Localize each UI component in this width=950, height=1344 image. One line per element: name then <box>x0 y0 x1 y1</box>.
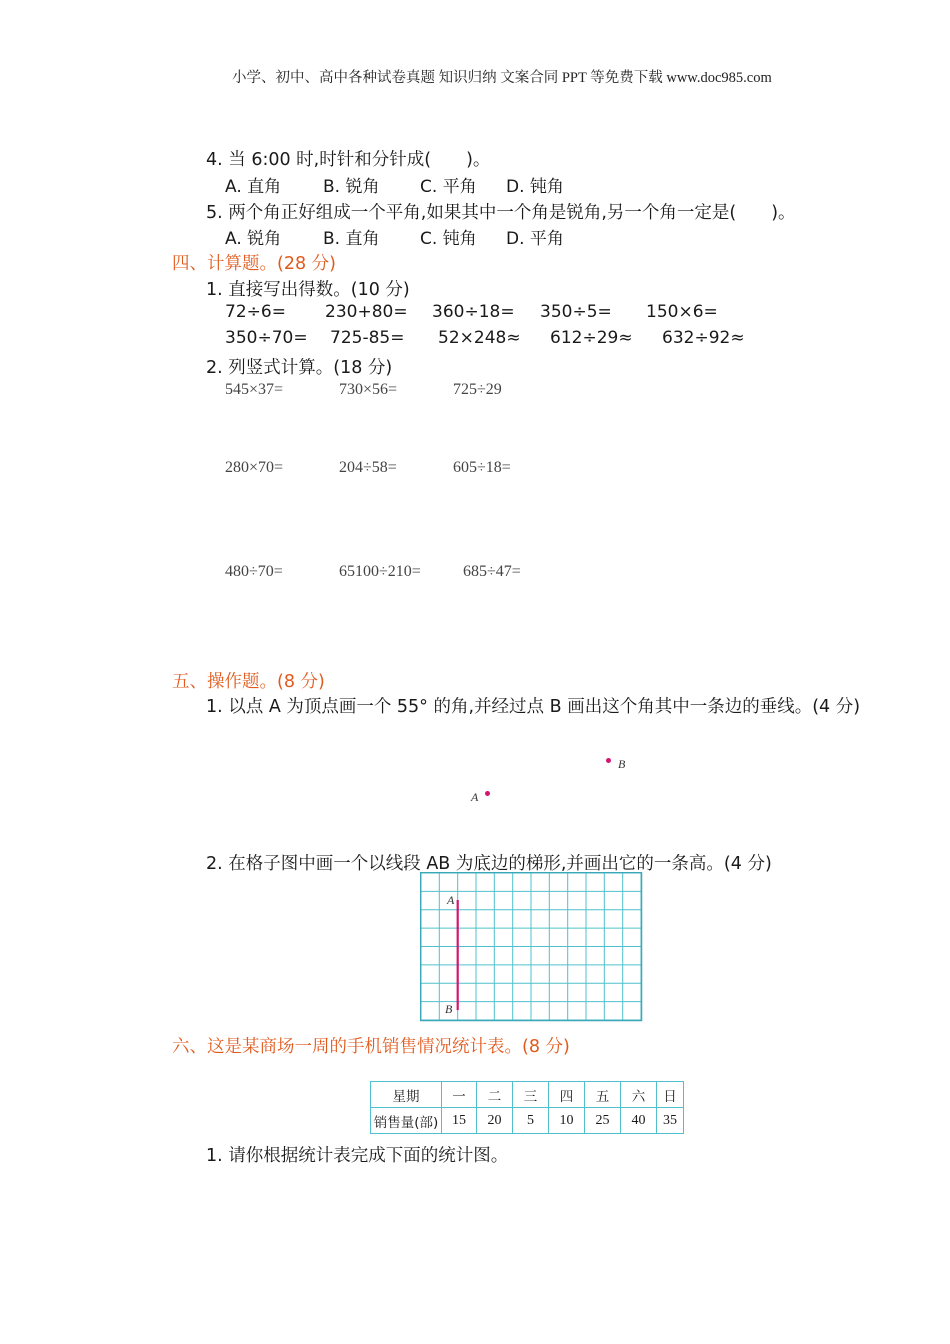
table-day-cell: 五 <box>585 1082 621 1108</box>
table-value-cell: 5 <box>513 1108 549 1134</box>
table-day-cell: 一 <box>442 1082 477 1108</box>
mental-calc-item: 72÷6= <box>225 302 286 322</box>
vertical-calc-item: 725÷29 <box>453 381 502 398</box>
table-value-cell: 10 <box>549 1108 585 1134</box>
section-4-q1: 1. 直接写出得数。(10 分) <box>206 280 410 300</box>
question-4-option-d: D. 钝角 <box>506 177 564 197</box>
question-4-stem: 4. 当 6:00 时,时针和分针成( )。 <box>206 150 491 170</box>
table-value-cell: 15 <box>442 1108 477 1134</box>
table-value-cell: 40 <box>621 1108 657 1134</box>
table-day-cell: 四 <box>549 1082 585 1108</box>
vertical-calc-item: 605÷18= <box>453 459 511 476</box>
table-value-cell: 25 <box>585 1108 621 1134</box>
mental-calc-item: 230+80= <box>325 302 408 322</box>
grid-point-b-label: B <box>445 1002 453 1016</box>
vertical-calc-item: 730×56= <box>339 381 398 398</box>
vertical-calc-item: 480÷70= <box>225 563 283 580</box>
section-6-q1: 1. 请你根据统计表完成下面的统计图。 <box>206 1146 509 1166</box>
question-5-option-c: C. 钝角 <box>420 229 477 249</box>
vertical-calc-item: 685÷47= <box>463 563 521 580</box>
table-header-row <box>371 1082 684 1108</box>
mental-calc-item: 725-85= <box>330 328 405 348</box>
question-5-option-b: B. 直角 <box>323 229 380 249</box>
question-4-option-c: C. 平角 <box>420 177 477 197</box>
table-day-cell: 二 <box>477 1082 513 1108</box>
table-header-label: 星期 <box>371 1082 442 1108</box>
section-4-title: 四、计算题。(28 分) <box>172 254 336 274</box>
point-a-dot <box>485 791 490 796</box>
vertical-calc-item: 65100÷210= <box>339 563 421 580</box>
question-4-option-a: A. 直角 <box>225 177 282 197</box>
table-day-cell: 三 <box>513 1082 549 1108</box>
point-a-label: A <box>471 790 479 804</box>
section-6-title: 六、这是某商场一周的手机销售情况统计表。(8 分) <box>172 1037 570 1057</box>
mental-calc-item: 632÷92≈ <box>662 328 745 348</box>
mental-calc-item: 612÷29≈ <box>550 328 633 348</box>
section-5-q1: 1. 以点 A 为顶点画一个 55° 的角,并经过点 B 画出这个角其中一条边的垂线。(4 分) <box>206 697 861 717</box>
section-5-title: 五、操作题。(8 分) <box>172 672 325 692</box>
question-5-option-a: A. 锐角 <box>225 229 282 249</box>
mental-calc-item: 360÷18= <box>432 302 515 322</box>
table-day-cell: 日 <box>657 1082 684 1108</box>
question-4-option-b: B. 锐角 <box>323 177 380 197</box>
mental-calc-item: 150×6= <box>646 302 718 322</box>
question-5-option-d: D. 平角 <box>506 229 564 249</box>
page-header: 小学、初中、高中各种试卷真题 知识归纳 文案合同 PPT 等免费下载 www.doc985.com <box>232 70 772 86</box>
mental-calc-item: 350÷70= <box>225 328 308 348</box>
question-5-stem: 5. 两个角正好组成一个平角,如果其中一个角是锐角,另一个角一定是( )。 <box>206 203 796 223</box>
mental-calc-item: 52×248≈ <box>438 328 521 348</box>
grid-point-a-label: A <box>447 893 455 907</box>
table-value-cell: 20 <box>477 1108 513 1134</box>
point-b-label: B <box>618 757 626 771</box>
point-b-dot <box>606 758 611 763</box>
vertical-calc-item: 204÷58= <box>339 459 397 476</box>
vertical-calc-item: 280×70= <box>225 459 284 476</box>
table-day-cell: 六 <box>621 1082 657 1108</box>
table-row-label: 销售量(部) <box>371 1108 442 1134</box>
mental-calc-item: 350÷5= <box>540 302 612 322</box>
section-5-q2: 2. 在格子图中画一个以线段 AB 为底边的梯形,并画出它的一条高。(4 分) <box>206 854 772 874</box>
table-value-cell: 35 <box>657 1108 684 1134</box>
table-row <box>371 1108 684 1134</box>
vertical-calc-item: 545×37= <box>225 381 284 398</box>
sales-table <box>370 1081 684 1134</box>
section-4-q2: 2. 列竖式计算。(18 分) <box>206 358 393 378</box>
